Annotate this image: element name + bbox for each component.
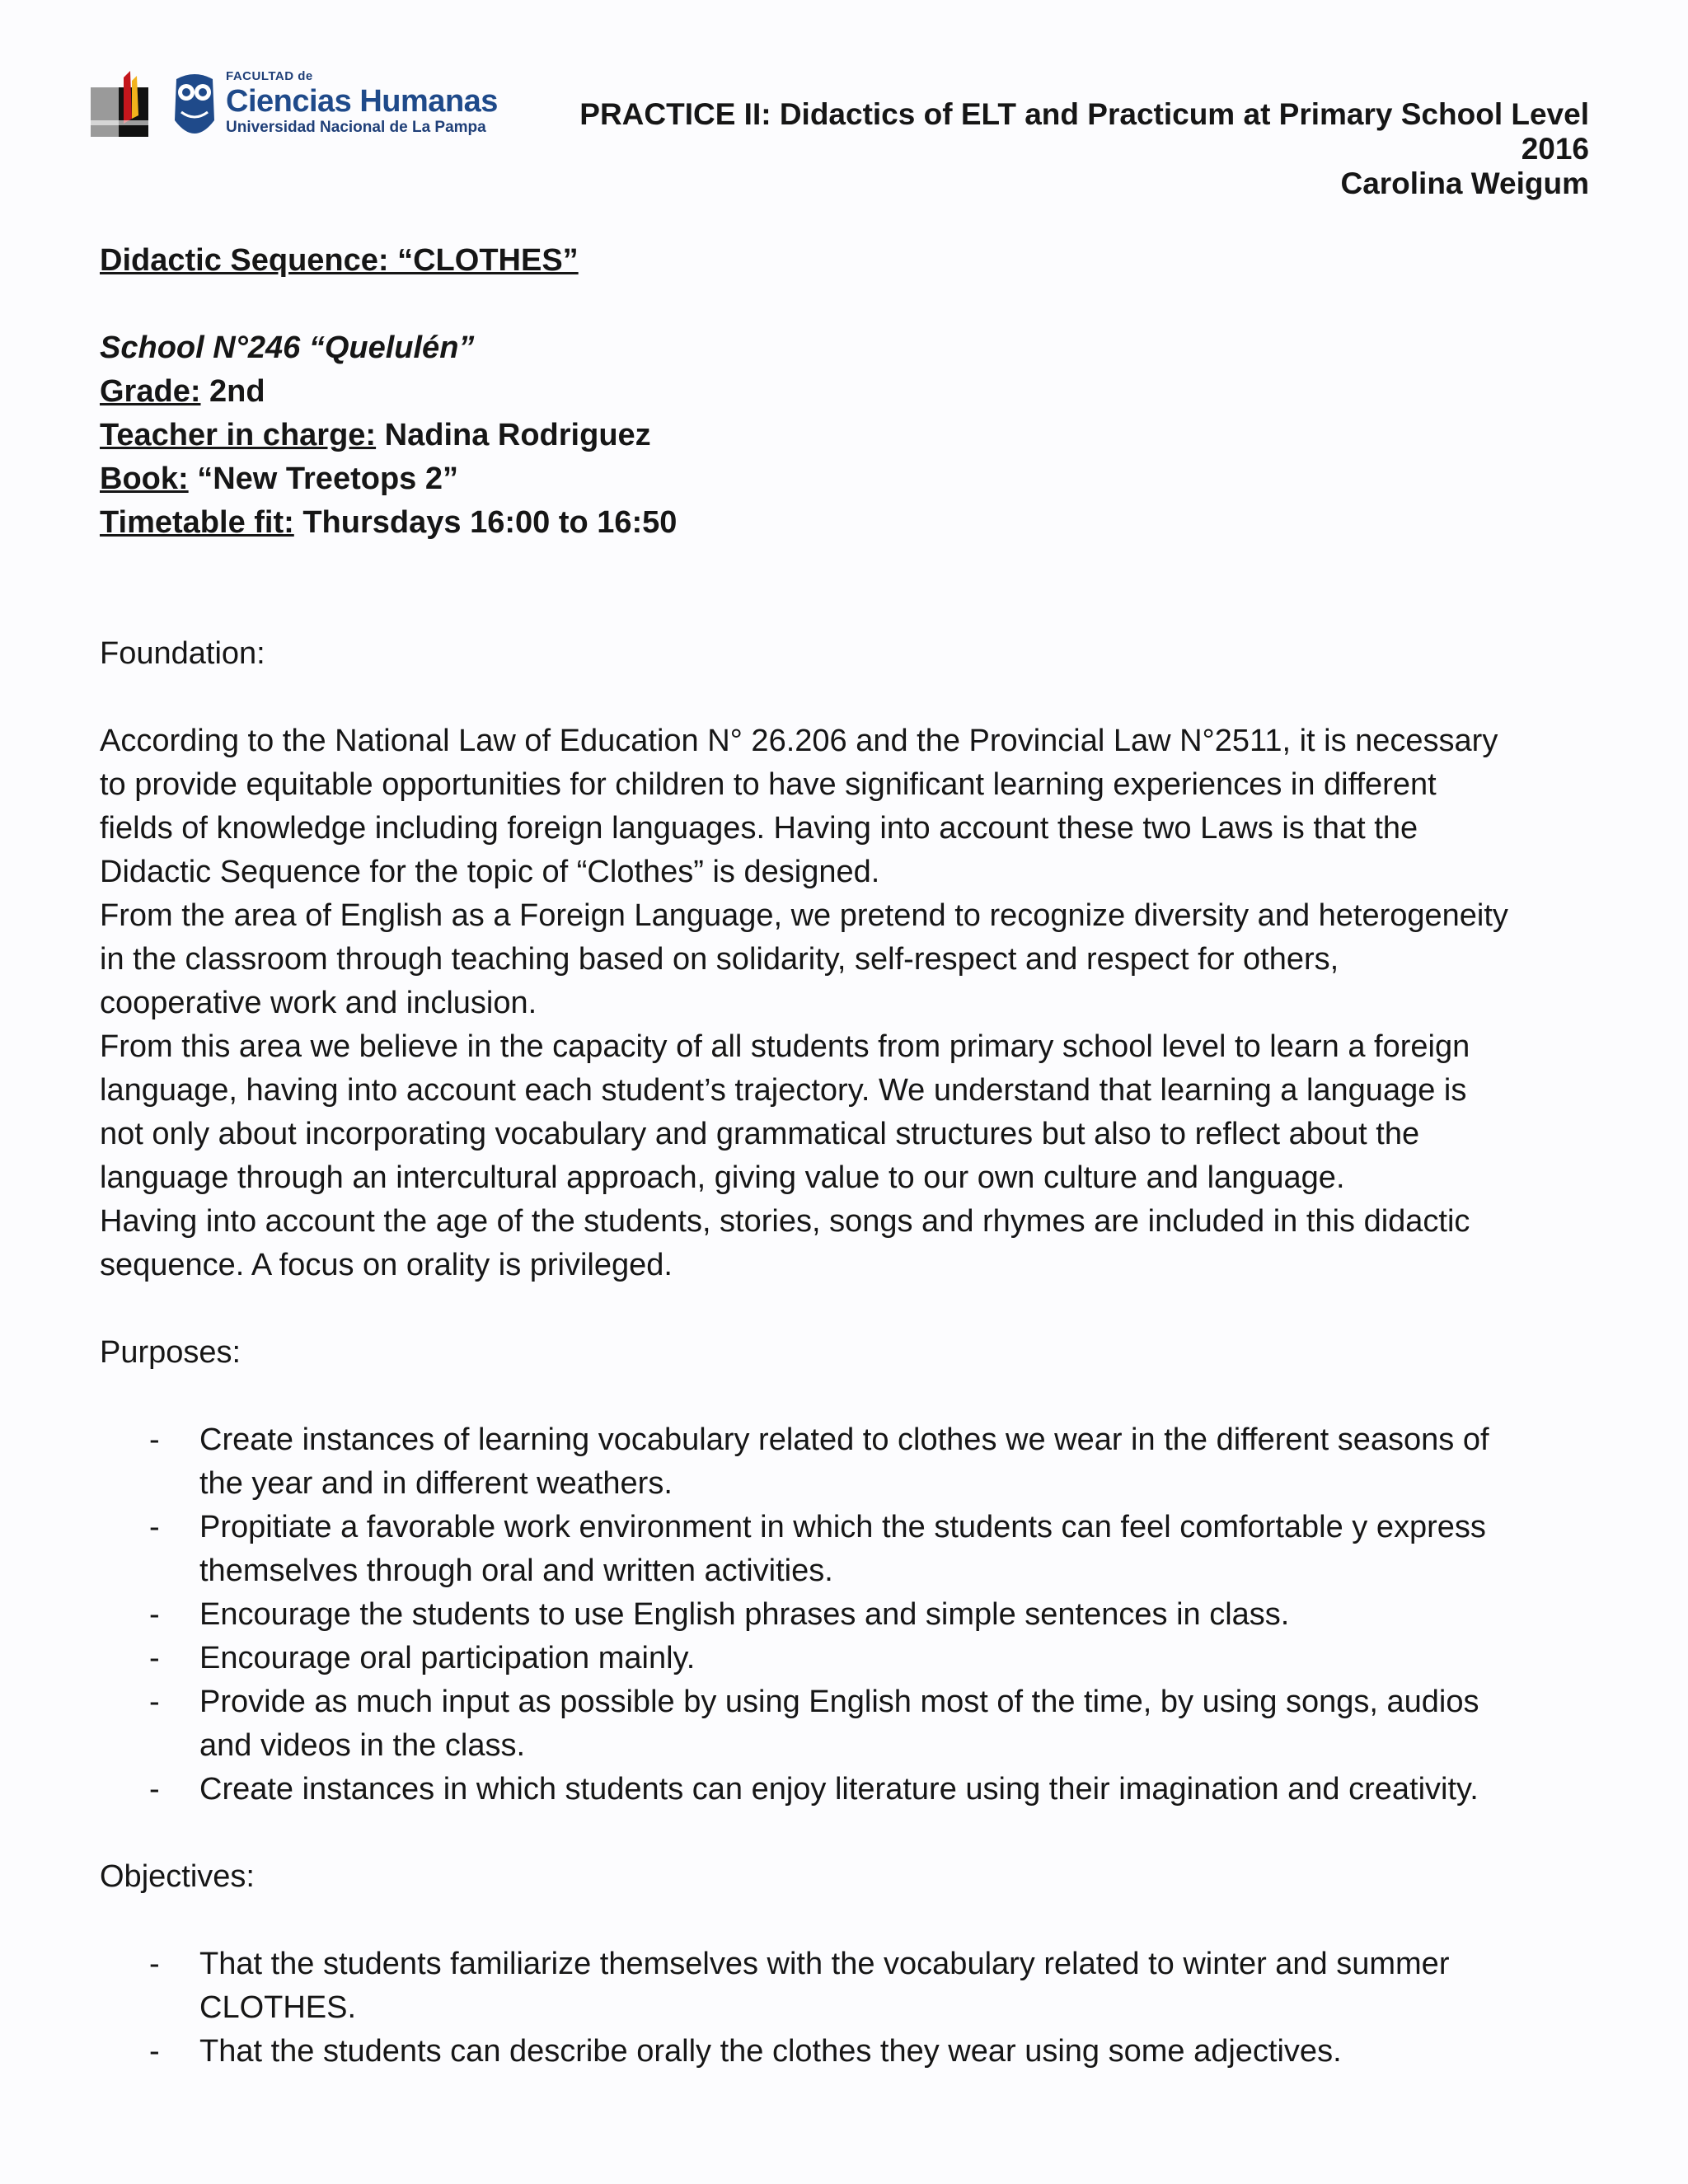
- list-item: [100, 1768, 1592, 1811]
- list-item-line: the year and in different weathers.: [199, 1466, 673, 1501]
- timetable-line: [100, 501, 1592, 545]
- purposes-section: [100, 1331, 1592, 1811]
- bullet-dash: -: [149, 1510, 160, 1544]
- list-item-line: Encourage the students to use English phrases and simple sentences in class.: [199, 1597, 1290, 1632]
- text-line: to provide equitable opportunities for children to have significant learning experiences in different: [100, 767, 1437, 802]
- text-line: in the classroom through teaching based on solidarity, self-respect and respect for others,: [100, 942, 1339, 977]
- bullet-dash: -: [149, 1685, 160, 1719]
- text-line: fields of knowledge including foreign languages. Having into account these two Laws is that the: [100, 811, 1418, 846]
- list-item: [100, 1680, 1592, 1768]
- bullet-dash: -: [149, 1772, 160, 1807]
- foundation-section: [100, 632, 1592, 1287]
- objectives-list: [100, 1943, 1592, 2074]
- school-name: School N°246 “Quelulén”: [100, 330, 475, 365]
- faculty-logo: [87, 69, 499, 160]
- foundation-text: [100, 719, 1592, 1287]
- list-item-line: and videos in the class.: [199, 1728, 526, 1763]
- course-year: 2016: [1521, 132, 1589, 166]
- objectives-heading: Objectives:: [100, 1859, 255, 1894]
- book-line: [100, 457, 1592, 501]
- list-item: [100, 1418, 1592, 1506]
- purposes-list: [100, 1418, 1592, 1811]
- book-label: Book:: [100, 462, 189, 496]
- logo-university-name: Universidad Nacional de La Pampa: [226, 119, 486, 136]
- owl-icon: [170, 71, 219, 145]
- bullet-dash: -: [149, 1947, 160, 1981]
- purposes-heading: Purposes:: [100, 1335, 241, 1370]
- book-value: “New Treetops 2”: [188, 462, 458, 496]
- text-line: language through an intercultural approach, giving value to our own culture and language.: [100, 1160, 1345, 1195]
- text-line: cooperative work and inclusion.: [100, 986, 537, 1020]
- bullet-dash: -: [149, 1641, 160, 1675]
- text-line: According to the National Law of Education N° 26.206 and the Provincial Law N°2511, it is necessary: [100, 724, 1498, 758]
- list-item-line: That the students familiarize themselves with the vocabulary related to winter and summer: [199, 1947, 1450, 1981]
- objectives-section: [100, 1855, 1592, 2074]
- bullet-dash: -: [149, 1422, 160, 1457]
- logo-faculty-label: FACULTAD de: [226, 69, 313, 83]
- text-line: From this area we believe in the capacity of all students from primary school level to learn a foreign: [100, 1029, 1470, 1064]
- text-line: From the area of English as a Foreign Language, we pretend to recognize diversity and heterogeneity: [100, 898, 1508, 933]
- page-title: Didactic Sequence: “CLOTHES”: [100, 243, 579, 278]
- author-name: Carolina Weigum: [1340, 166, 1589, 200]
- text-line: Having into account the age of the students, stories, songs and rhymes are included in this didactic: [100, 1204, 1470, 1239]
- teacher-line: [100, 414, 1592, 457]
- list-item-line: Create instances in which students can enjoy literature using their imagination and creativity.: [199, 1772, 1479, 1807]
- grade-line: [100, 370, 1592, 414]
- list-item: [100, 1943, 1592, 2030]
- text-line: sequence. A focus on orality is privileged.: [100, 1248, 673, 1282]
- logo-faculty-name: Ciencias Humanas: [226, 84, 498, 119]
- text-line: Didactic Sequence for the topic of “Clothes” is designed.: [100, 855, 880, 889]
- course-info: [100, 326, 1592, 545]
- grade-label: Grade:: [100, 374, 201, 409]
- list-item-line: Propitiate a favorable work environment in which the students can feel comfortable y express: [199, 1510, 1486, 1544]
- teacher-label: Teacher in charge:: [100, 418, 377, 452]
- foundation-heading: Foundation:: [100, 636, 265, 671]
- list-item: [100, 1637, 1592, 1680]
- teacher-value: Nadina Rodriguez: [376, 418, 651, 452]
- list-item-line: Create instances of learning vocabulary related to clothes we wear in the different seasons of: [199, 1422, 1489, 1457]
- list-item: [100, 1593, 1592, 1637]
- bullet-dash: -: [149, 1597, 160, 1632]
- list-item-line: CLOTHES.: [199, 1990, 357, 2025]
- list-item: [100, 2030, 1592, 2074]
- text-line: language, having into account each student’s trajectory. We understand that learning a language is: [100, 1073, 1467, 1108]
- bullet-dash: -: [149, 2034, 160, 2069]
- list-item-line: Provide as much input as possible by using English most of the time, by using songs, audios: [199, 1685, 1479, 1719]
- list-item-line: That the students can describe orally the clothes they wear using some adjectives.: [199, 2034, 1342, 2069]
- logo-text: [226, 69, 506, 137]
- text-line: not only about incorporating vocabulary and grammatical structures but also to reflect about the: [100, 1117, 1420, 1151]
- list-item: [100, 1506, 1592, 1593]
- timetable-value: Thursdays 16:00 to 16:50: [293, 505, 678, 540]
- course-title: PRACTICE II: Didactics of ELT and Practicum at Primary School Level: [579, 97, 1589, 131]
- grade-value: 2nd: [200, 374, 265, 409]
- document-header: [579, 97, 1589, 201]
- document-body: [100, 239, 1592, 2074]
- timetable-label: Timetable fit:: [100, 505, 294, 540]
- list-item-line: themselves through oral and written activities.: [199, 1554, 833, 1588]
- faculty-emblem-icon: [87, 69, 153, 152]
- list-item-line: Encourage oral participation mainly.: [199, 1641, 696, 1675]
